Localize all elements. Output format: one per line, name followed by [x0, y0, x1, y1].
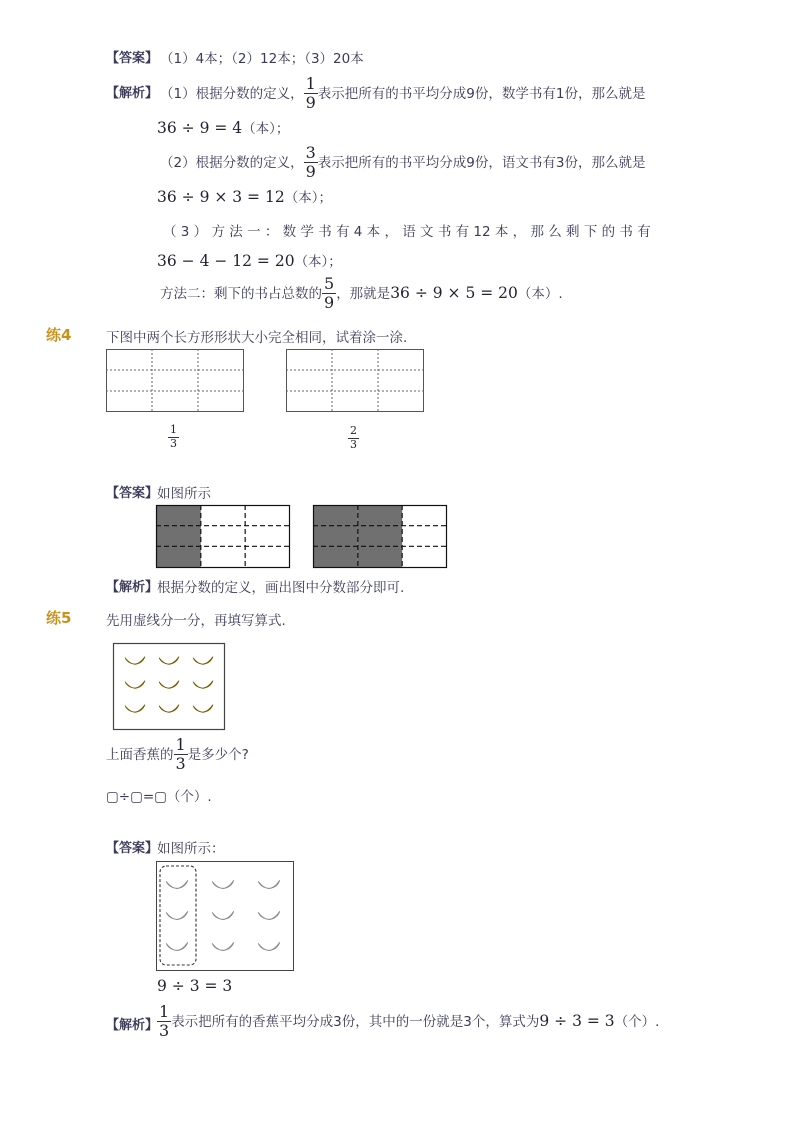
analysis-text: 方法二：剩下的书占总数的 — [160, 285, 322, 302]
equation: 36 ÷ 9 × 5 = 20 — [390, 283, 518, 302]
shaded-part — [314, 506, 358, 568]
shaded-rectangle-left — [156, 505, 290, 568]
analysis-text: 表示把所有的书平均分成9份，数学书有1份，那么就是 — [317, 85, 646, 102]
fraction: $\frac{1}{3}$ — [159, 1002, 170, 1041]
answer-equation: 9 ÷ 3 = 3 — [157, 977, 233, 995]
analysis-tag: 【解析】 — [106, 86, 159, 101]
unit-text: （个）. — [614, 1013, 660, 1030]
shaded-part — [157, 506, 201, 568]
math-line-3 — [157, 250, 342, 270]
question-text: 上面香蕉的 — [106, 746, 174, 763]
analysis-tag: 【解析】 — [106, 1018, 159, 1033]
equation: 36 ÷ 9 = 4 — [157, 119, 243, 137]
fraction: $\frac{1}{9}$ — [305, 74, 316, 113]
analysis-line-2 — [160, 144, 645, 182]
question-text: 是多少个? — [187, 746, 249, 763]
exercise-question: 下图中两个长方形形状大小完全相同，试着涂一涂. — [106, 330, 408, 346]
exercise-label: 练4 — [46, 326, 72, 344]
shaded-part — [358, 506, 402, 568]
unit-text: （本）； — [242, 121, 290, 137]
analysis-line-3: （ 3 ） 方 法 一 ： 数 学 书 有 4 本 ， 语 文 书 有 12 本 ， 那 么 剩 下 的 书 有 — [163, 224, 651, 240]
fraction-label-left: $\frac{1}{3}$ — [170, 423, 177, 450]
fraction: $\frac{5}{9}$ — [324, 274, 335, 313]
exercise-label: 练5 — [46, 609, 72, 627]
analysis-text: 表示把所有的香蕉平均分成3份，其中的一份就是3个，算式为 — [171, 1013, 540, 1030]
fraction-label-right: $\frac{2}{3}$ — [350, 424, 357, 451]
math-line-2 — [157, 186, 332, 206]
question-line — [106, 736, 249, 774]
equation: 36 − 4 − 12 = 20 — [157, 252, 295, 270]
banana-picture — [113, 643, 225, 730]
equation: 36 ÷ 9 × 3 = 12 — [157, 188, 285, 206]
answer-text: 如图所示： — [157, 841, 225, 857]
fraction: $\frac{1}{3}$ — [175, 735, 186, 774]
answer-tag: 【答案】 — [106, 841, 159, 856]
shaded-rectangle-right — [313, 505, 447, 568]
analysis-tag: 【解析】 — [106, 580, 159, 595]
unit-text: （本）； — [294, 254, 342, 270]
analysis-text: 表示把所有的书平均分成9份，语文书有3份，那么就是 — [317, 154, 646, 171]
blank-rectangle-right — [286, 349, 424, 412]
unit-text: （本）； — [284, 190, 332, 206]
analysis-line — [157, 1003, 659, 1041]
formula-blank: ▢÷▢=▢（个）. — [106, 789, 212, 805]
banana-answer-picture — [156, 861, 294, 971]
blank-rectangle-left — [106, 349, 244, 412]
math-line-1 — [157, 117, 289, 137]
fraction: $\frac{3}{9}$ — [305, 143, 316, 182]
unit-text: （本）. — [517, 285, 563, 302]
answer-text: （1）4本；（2）12本；（3）20本 — [160, 51, 364, 67]
picture-frame — [157, 862, 294, 971]
equation: 9 ÷ 3 = 3 — [539, 1011, 615, 1030]
answer-text: 如图所示 — [157, 486, 211, 502]
analysis-line-1 — [160, 75, 645, 113]
analysis-text: ，那就是 — [336, 285, 391, 302]
answer-tag: 【答案】 — [106, 486, 159, 501]
analysis-line-4 — [160, 275, 563, 313]
analysis-text: （1）根据分数的定义， — [160, 85, 304, 102]
exercise-question: 先用虚线分一分，再填写算式. — [106, 613, 286, 629]
analysis-text: 根据分数的定义，画出图中分数部分即可. — [157, 580, 405, 596]
answer-tag: 【答案】 — [106, 51, 159, 66]
analysis-text: （2）根据分数的定义， — [160, 154, 304, 171]
